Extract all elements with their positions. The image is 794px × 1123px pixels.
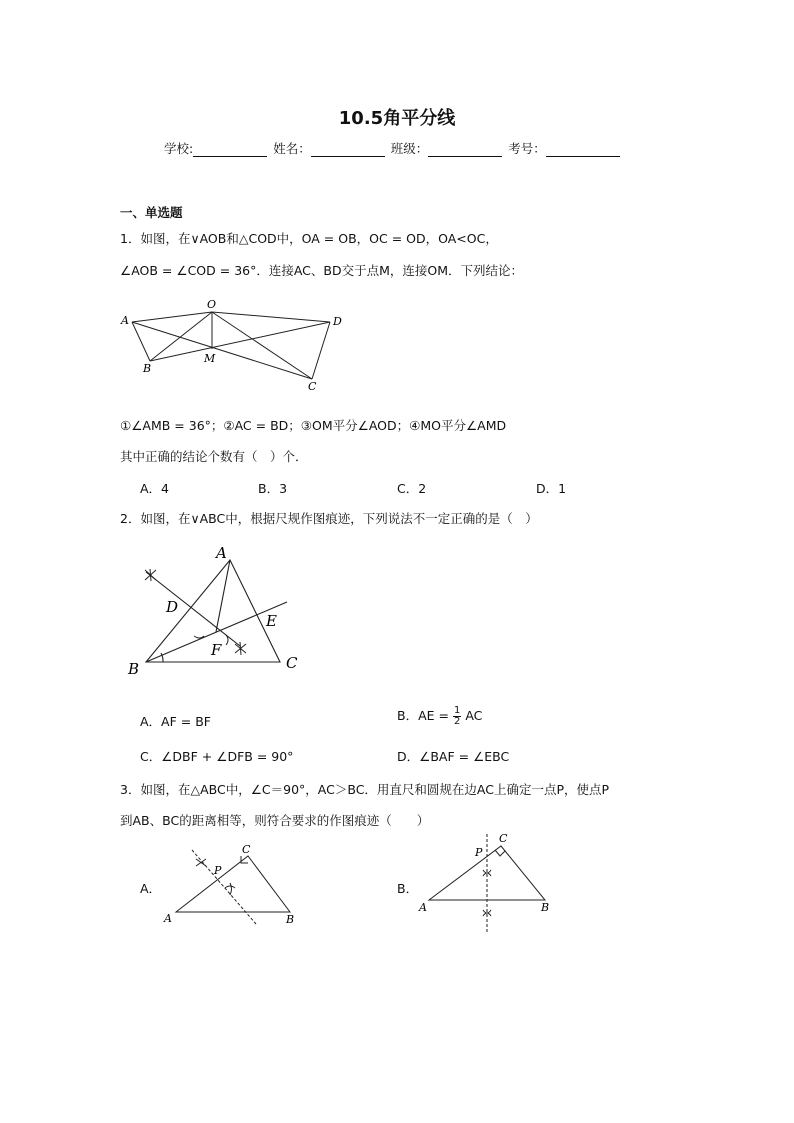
q3a-label-C: C: [242, 843, 251, 856]
q3-stem-line1: 3．如图，在△ABC中，∠C＝90°，AC＞BC．用直尺和圆规在边AC上确定一点P，使点P: [120, 782, 610, 797]
q1-stem-line1: 1．如图，在∨AOB和△COD中，OA = OB，OC = OD，OA<OC，: [120, 231, 498, 246]
q2-option-b[interactable]: [397, 706, 482, 727]
q1-label-M: M: [204, 352, 216, 365]
q1-option-c[interactable]: C．2: [397, 481, 427, 496]
q3-figure-a: [160, 840, 300, 928]
q3-figure-b: [415, 830, 555, 938]
name-label: 姓名：: [273, 141, 311, 156]
q2-arc-marks: [145, 569, 246, 655]
q3a-label-B: B: [286, 913, 295, 926]
q3b-label-C: C: [499, 832, 508, 845]
q1-option-b[interactable]: B．3: [258, 481, 288, 496]
q1-ask: 其中正确的结论个数有（ ）个．: [120, 449, 308, 464]
fraction-numerator: 1: [453, 705, 461, 716]
school-blank[interactable]: [193, 144, 267, 157]
q2-figure: [120, 540, 310, 680]
q2-label-D: D: [166, 598, 179, 616]
q2-option-b-suffix: AC: [465, 708, 483, 723]
q3-option-a[interactable]: A．: [140, 881, 162, 896]
q2-label-F: F: [211, 641, 222, 659]
q2-option-b-prefix: B．AE =: [397, 708, 449, 723]
q2-label-A: A: [216, 544, 227, 562]
q1-label-B: B: [143, 362, 152, 375]
fraction-denominator: 2: [453, 716, 461, 727]
student-info-row: [164, 139, 622, 157]
page-title: 10.5角平分线: [338, 108, 456, 129]
q1-label-C: C: [308, 380, 317, 393]
q1-stem-line2: ∠AOB = ∠COD = 36°．连接AC、BD交于点M，连接OM．下列结论：: [120, 263, 524, 278]
q3b-label-P: P: [475, 846, 483, 859]
class-blank[interactable]: [428, 144, 502, 157]
q1-label-D: D: [333, 315, 342, 328]
q3a-label-A: A: [164, 912, 172, 925]
name-blank[interactable]: [311, 144, 385, 157]
q3a-label-P: P: [214, 864, 222, 877]
q2-label-B: B: [128, 660, 140, 678]
q2-option-b-fraction: [453, 706, 461, 727]
q1-option-d[interactable]: D．1: [536, 481, 567, 496]
q2-stem: 2．如图，在∨ABC中，根据尺规作图痕迹，下列说法不一定正确的是（ ）: [120, 511, 538, 526]
class-label: 班级：: [390, 141, 429, 156]
school-label: 学校:: [164, 141, 194, 156]
q1-conclusions: ①∠AMB = 36°；②AC = BD；③OM平分∠AOD；④MO平分∠AMD: [120, 418, 507, 433]
q3-option-b[interactable]: B．: [397, 881, 419, 896]
q1-figure: [118, 296, 348, 394]
q3-stem-line2: 到AB、BC的距离相等，则符合要求的作图痕迹（ ）: [120, 813, 430, 828]
q2-label-E: E: [266, 612, 277, 630]
number-blank[interactable]: [546, 144, 620, 157]
q3b-label-B: B: [541, 901, 550, 914]
q3b-label-A: A: [419, 901, 427, 914]
section-title: 一、单选题: [120, 205, 183, 220]
q2-option-c[interactable]: C．∠DBF + ∠DFB = 90°: [140, 749, 294, 764]
q2-option-a[interactable]: A．AF = BF: [140, 714, 211, 729]
number-label: 考号：: [508, 141, 546, 156]
q1-label-O: O: [207, 298, 217, 311]
q1-label-A: A: [121, 314, 129, 327]
q1-option-a[interactable]: A．4: [140, 481, 170, 496]
q2-option-d[interactable]: D．∠BAF = ∠EBC: [397, 749, 510, 764]
q2-label-C: C: [286, 654, 298, 672]
